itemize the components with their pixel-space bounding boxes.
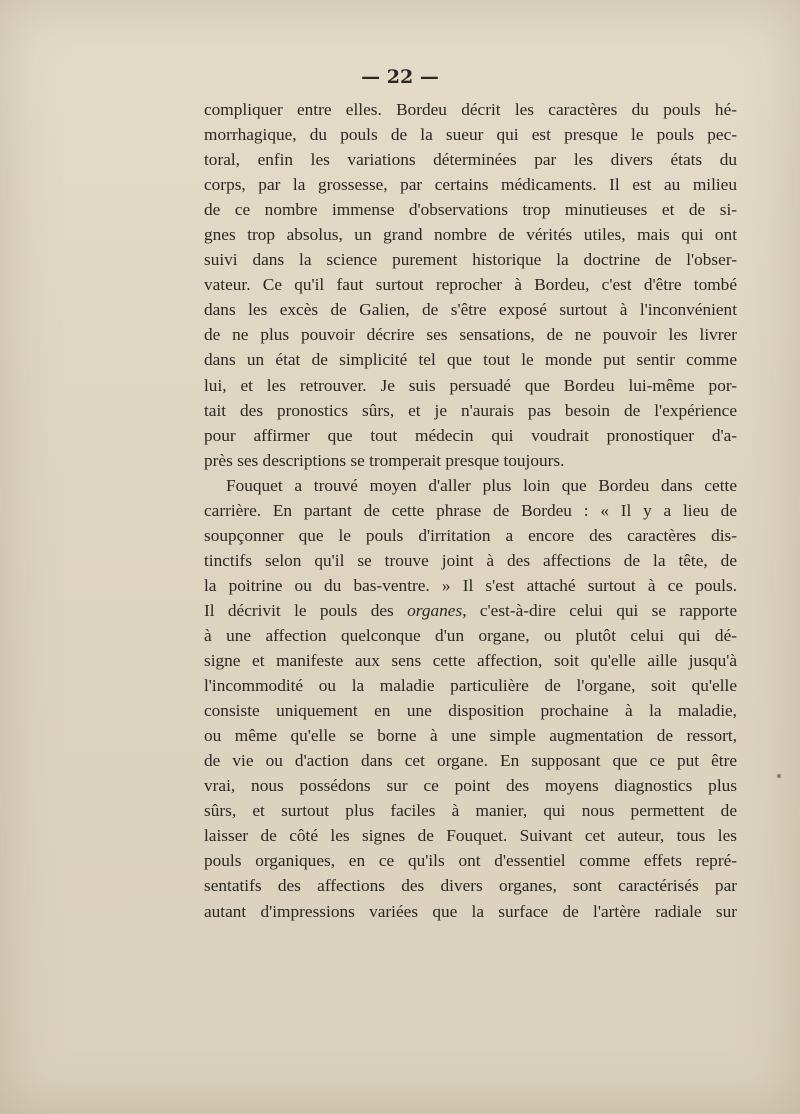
text-line: tait des pronostics sûrs, et je n'aurais pas besoin de l'expérience — [204, 400, 737, 420]
text-line: gnes trop absolus, un grand nombre de vérités utiles, mais qui ont — [204, 225, 737, 245]
text-line: morrhagique, du pouls de la sueur qui est presque le pouls pec- — [204, 125, 737, 145]
text-line: près ses descriptions se tromperait presque toujours. — [204, 450, 565, 470]
text-line: dans les excès de Galien, de s'être exposé surtout à l'inconvénient — [204, 300, 737, 320]
text-line: de ce nombre immense d'observations trop minutieuses et de si- — [204, 200, 737, 220]
text-line: tinctifs selon qu'il se trouve joint à des affections de la tête, de — [204, 550, 737, 570]
text-line: sentatifs des affections des divers organes, sont caractérisés par — [204, 876, 737, 896]
text-run: Il décrivit le pouls des — [204, 600, 394, 620]
text-line: à une affection quelconque d'un organe, ou plutôt celui qui dé- — [204, 625, 737, 645]
text-line: l'incommodité ou la maladie particulière de l'organe, soit qu'elle — [204, 676, 737, 696]
paper-spot — [777, 774, 781, 778]
text-line: signe et manifeste aux sens cette affection, soit qu'elle aille jusqu'à — [204, 651, 737, 671]
text-line: corps, par la grossesse, par certains médicaments. Il est au milieu — [204, 175, 737, 195]
text-line: autant d'impressions variées que la surface de l'artère radiale sur — [204, 901, 737, 921]
text-line: de ne plus pouvoir décrire ses sensations, de ne pouvoir les livrer — [204, 325, 737, 345]
text-line — [204, 598, 737, 623]
text-line: vrai, nous possédons sur ce point des moyens diagnostics plus — [204, 776, 737, 796]
text-line: compliquer entre elles. Bordeu décrit les caractères du pouls hé- — [204, 100, 737, 119]
text-line: ou même qu'elle se borne à une simple augmentation de ressort, — [204, 726, 737, 746]
text-line: soupçonner que le pouls d'irritation a encore des caractères dis- — [204, 525, 737, 545]
text-line: sûrs, et surtout plus faciles à manier, qui nous permettent de — [204, 801, 737, 821]
text-run: , c'est-à-dire celui qui se rapporte — [462, 600, 737, 620]
text-line: carrière. En partant de cette phrase de Bordeu : « Il y a lieu de — [204, 500, 737, 520]
text-line: consiste uniquement en une disposition prochaine à la maladie, — [204, 701, 737, 721]
text-line: vateur. Ce qu'il faut surtout reprocher à Bordeu, c'est d'être tombé — [204, 275, 737, 295]
text-line: de vie ou d'action dans cet organe. En supposant que ce put être — [204, 751, 737, 771]
text-line: suivi dans la science purement historique la doctrine de l'obser- — [204, 250, 737, 270]
text-line: toral, enfin les variations déterminées par les divers états du — [204, 150, 737, 170]
page-number: — 22 — — [361, 66, 439, 88]
text-line: laisser de côté les signes de Fouquet. Suivant cet auteur, tous les — [204, 826, 737, 846]
text-line: pour affirmer que tout médecin qui voudrait pronostiquer d'a- — [204, 425, 737, 445]
text-line: dans un état de simplicité tel que tout le monde put sentir comme — [204, 350, 737, 370]
text-line: la poitrine ou du bas-ventre. » Il s'est attaché surtout à ce pouls. — [204, 575, 737, 595]
italic-word: organes — [407, 600, 463, 620]
text-line: Fouquet a trouvé moyen d'aller plus loin que Bordeu dans cette — [226, 475, 737, 495]
text-line: lui, et les retrouver. Je suis persuadé que Bordeu lui-même por- — [204, 375, 737, 395]
body-text — [204, 97, 737, 924]
text-line: pouls organiques, en ce qu'ils ont d'essentiel comme effets repré- — [204, 851, 737, 871]
